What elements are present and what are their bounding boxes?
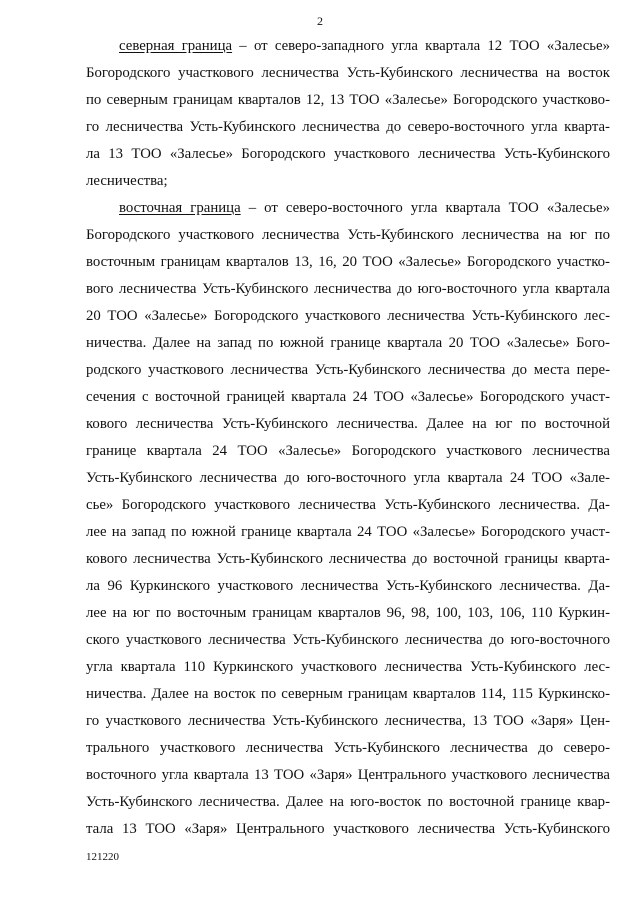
paragraph-1-line-1 xyxy=(119,36,610,56)
paragraph-2-line-9: кового лесничества Усть-Кубинского лесничества. Далее на юг по восточной xyxy=(86,416,610,432)
paragraph-2-line-6: ничества. Далее на запад по южной границе квартала 20 ТОО «Залесье» Бого- xyxy=(86,335,610,351)
paragraph-1-line-6: лесничества; xyxy=(86,173,168,189)
paragraph-1-line-3: по северным границам кварталов 12, 13 ТОО «Залесье» Богородского участково- xyxy=(86,92,610,108)
paragraph-2-line-11: Усть-Кубинского лесничества до юго-восточного угла квартала 24 ТОО «Зале- xyxy=(86,470,610,486)
paragraph-1-text: – от северо-западного угла квартала 12 ТОО «Залесье» xyxy=(232,38,610,54)
paragraph-2-line-1 xyxy=(119,198,610,218)
paragraph-2-line-20: го участкового лесничества Усть-Кубинского лесничества, 13 ТОО «Заря» Цен- xyxy=(86,713,610,729)
paragraph-2-line-8: сечения с восточной границей квартала 24 ТОО «Залесье» Богородского участ- xyxy=(86,389,610,405)
eastern-boundary-heading: восточная граница xyxy=(119,200,241,216)
paragraph-2-line-13: лее на запад по южной границе квартала 24 ТОО «Залесье» Богородского участ- xyxy=(86,524,610,540)
paragraph-2-line-4: вого лесничества Усть-Кубинского лесничества до юго-восточного угла квартала xyxy=(86,281,610,297)
paragraph-2-line-16: лее на юг по восточным границам кварталов 96, 98, 100, 103, 106, 110 Куркин- xyxy=(86,605,610,621)
paragraph-2-line-22: восточного угла квартала 13 ТОО «Заря» Центрального участкового лесничества xyxy=(86,767,610,783)
paragraph-1-line-5: ла 13 ТОО «Залесье» Богородского участкового лесничества Усть-Кубинского xyxy=(86,146,610,162)
paragraph-2-line-14: кового лесничества Усть-Кубинского лесничества до восточной границы кварта- xyxy=(86,551,610,567)
paragraph-2-line-17: ского участкового лесничества Усть-Кубинского лесничества до юго-восточного xyxy=(86,632,610,648)
paragraph-2-line-15: ла 96 Куркинского участкового лесничества Усть-Кубинского лесничества. Да- xyxy=(86,578,610,594)
paragraph-2-line-19: ничества. Далее на восток по северным границам кварталов 114, 115 Куркинско- xyxy=(86,686,610,702)
paragraph-2-line-3: восточным границам кварталов 13, 16, 20 ТОО «Залесье» Богородского участко- xyxy=(86,254,610,270)
paragraph-2-line-12: сье» Богородского участкового лесничества Усть-Кубинского лесничества. Да- xyxy=(86,497,610,513)
page-number: 2 xyxy=(317,14,323,28)
paragraph-2-line-7: родского участкового лесничества Усть-Кубинского лесничества до места пере- xyxy=(86,362,610,378)
northern-boundary-heading: северная граница xyxy=(119,38,233,54)
paragraph-2-line-5: 20 ТОО «Залесье» Богородского участкового лесничества Усть-Кубинского лес- xyxy=(86,308,610,324)
paragraph-1-line-4: го лесничества Усть-Кубинского лесничества до северо-восточного угла кварта- xyxy=(86,119,610,135)
paragraph-2-line-2: Богородского участкового лесничества Усть-Кубинского лесничества на юг по xyxy=(86,227,610,243)
paragraph-2-line-10: границе квартала 24 ТОО «Залесье» Богородского участкового лесничества xyxy=(86,443,610,459)
paragraph-2-line-21: трального участкового лесничества Усть-Кубинского лесничества до северо- xyxy=(86,740,610,756)
paragraph-2-line-23: Усть-Кубинского лесничества. Далее на юго-восток по восточной границе квар- xyxy=(86,794,610,810)
paragraph-2-text: – от северо-восточного угла квартала ТОО «Залесье» xyxy=(240,200,610,216)
paragraph-1-line-2: Богородского участкового лесничества Усть-Кубинского лесничества на восток xyxy=(86,65,610,81)
paragraph-2-line-24: тала 13 ТОО «Заря» Центрального участкового лесничества Усть-Кубинского xyxy=(86,821,610,837)
paragraph-2-line-18: угла квартала 110 Куркинского участкового лесничества Усть-Кубинского лес- xyxy=(86,659,610,675)
document-code: 121220 xyxy=(86,851,119,863)
